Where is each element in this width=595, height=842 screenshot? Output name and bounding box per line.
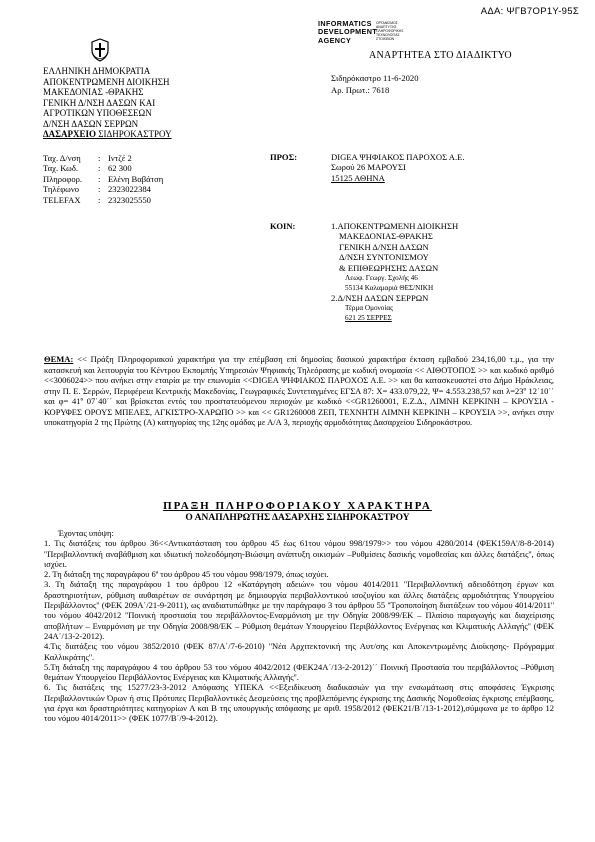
contact-row (43, 184, 163, 194)
recipient-line: Σωρού 26 ΜΑΡΟΥΣΙ (331, 162, 406, 173)
colon: : (98, 163, 101, 174)
sender-line: ΕΛΛΗΝΙΚΗ ΔΗΜΟΚΡΑΤΙΑ (43, 66, 151, 76)
cc-line: Τέρμα Ομονοίας (345, 304, 393, 313)
date-block (331, 73, 419, 96)
cc-lines (331, 221, 458, 323)
recipient-label: ΠΡΟΣ: (270, 152, 298, 162)
considerations-block (44, 528, 554, 724)
contact-value: Ελένη Βαβάτση (108, 173, 164, 184)
consideration-item: 3. Τη διάταξη της παραγράφου 1 του άρθρου 12 «Κατάργηση αδειών» του νόμου 4014/2011 ''Περιβαλλοντική αδειοδότηση έργων και δραστηριοτήτων, ρύθμιση αυθαιρέτων σε συνάρτηση με δημιουργία περιβαλλοντικού ισοζυγίου και άλλες διατάξεις αρμοδιότητας Υπουργείου Περιβάλλοντος'' (ΦΕΚ 209Α΄/21-9-2011), ως αναδιατυπώθηκε με την παράγραφο 3 του άρθρου 55 ''Τροποποίηση διατάξεων του νόμου 4014/2011'' του νόμου 4042/2012 ''Ποινική προστασία του περιβάλλοντος-Εναρμόνιση με την Οδηγία 2008/99/ΕΚ – Πλαίσιο παραγωγής και διαχείρισης αποβλήτων – Εναρμόνιση με την Οδηγία 2008/98/ΕΚ – Ρύθμιση θεμάτων Υπουργείου Περιβάλλοντος Ενέργειας και Κλιματικής Αλλαγής'' (ΦΕΚ 24Α΄/13-2-2012). (44, 579, 554, 641)
logo-small-line: ΟΡΓΑΝΙΣΜΟΣ (376, 21, 398, 25)
posting-notice: ΑΝΑΡΤΗΤΕΑ ΣΤΟ ΔΙΑΔΙΚΤΥΟ (369, 50, 512, 61)
logo-line: AGENCY (318, 35, 352, 45)
contact-value: Ιντζέ 2 (108, 153, 132, 163)
logo-small-text (376, 21, 403, 41)
logo-small-line: ΠΛΗΡΟΦΟΡΙΚΗΣ (376, 29, 404, 34)
cc-line: 55134 Καλαμαριά ΘΕΣ/ΝΙΚΗ (345, 284, 434, 293)
contact-row (43, 174, 163, 184)
office-name-bold: ΔΑΣΑΡΧΕΙΟ (43, 129, 97, 139)
contact-value: 62 300 (108, 163, 132, 174)
cc-line: Δ/ΝΣΗ ΣΥΝΤΟΝΙΣΜΟΥ (339, 252, 429, 263)
colon: : (98, 153, 101, 163)
logo-line: DEVELOPMENT (318, 27, 378, 37)
recipient-lines (331, 152, 465, 183)
consideration-item: 1. Τις διατάξεις του άρθρου 36<<Αντικατάσταση του άρθρου 45 έως 61του νόμου 998/1979>> του νόμου 4280/2014 (ΦΕΚ159Α'/8-8-2014) ''Περιβαλλοντική αναβάθμιση και ιδιωτική πολεοδόμηση-Βιώσιμη ανάπτυξη οικισμών –Ρυθμίσεις δασικής νομοθεσίας και άλλες διατάξεις'', όπως ισχύει. (44, 538, 554, 569)
cc-line: 1.ΑΠΟΚΕΝΤΡΩΜΕΝΗ ΔΙΟΙΚΗΣΗ (331, 221, 459, 231)
logo-small-line: ΣΤΟΙΧΕΙΩΝ (376, 37, 395, 42)
contact-key: Ταχ. Κωδ. (43, 163, 79, 174)
cc-line: ΓΕΝΙΚΗ Δ/ΝΣΗ ΔΑΣΩΝ (339, 241, 429, 252)
place-date: Σιδηρόκαστρο 11-6-2020 (331, 73, 419, 83)
consideration-item: 4.Τις διατάξεις του νόμου 3852/2010 (ΦΕΚ 87/Α΄/7-6-2010) ''Νέα Αρχιτεκτονική της Αυτ/σης και Αποκεντρωμένης Διοίκησης- Πρόγραμμα Καλλικράτης''. (44, 641, 554, 662)
consideration-item: 5.Τη διάταξη της παραγράφου 4 του άρθρου 53 του νόμου 4042/2012 (ΦΕΚ24Α΄/13-2-2012)΄΄ Ποινική Προστασία του περιβάλλοντος –Ρύθμιση θεμάτων Υπουργείου Περιβάλλοντος Ενέργειας και Κλιματικής Αλλαγής''. (44, 661, 554, 683)
cc-line: 2.Δ/ΝΣΗ ΔΑΣΩΝ ΣΕΡΡΩΝ (331, 293, 429, 304)
contact-key: Τηλέφωνο (43, 184, 79, 195)
cc-line: & ΕΠΙΘΕΩΡΗΣΗΣ ΔΑΣΩΝ (339, 262, 439, 273)
contact-value: 2323022384 (108, 184, 151, 195)
sender-line: ΜΑΚΕΔΟΝΙΑΣ -ΘΡΑΚΗΣ (43, 87, 144, 97)
sender-line: Δ/ΝΣΗ ΔΑΣΩΝ ΣΕΡΡΩΝ (43, 118, 139, 129)
logo-small-line: ΤΕΧΝΟΛΟΓΙΑΣ (376, 33, 400, 38)
contact-key: Πληροφορ. (43, 173, 83, 184)
subject-block (44, 354, 554, 428)
protocol-number: Αρ. Πρωτ.: 7618 (331, 85, 390, 96)
office-name (43, 129, 172, 140)
sender-line: ΑΠΟΚΕΝΤΡΩΜΕΝΗ ΔΙΟΙΚΗΣΗ (43, 76, 170, 87)
contact-row (43, 195, 163, 205)
ada-code: ΑΔΑ: ΨΓΒ7ΟΡ1Υ-95Σ (480, 6, 579, 17)
act-title: ΠΡΑΞΗ ΠΛΗΡΟΦΟΡΙΑΚΟΥ ΧΑΡΑΚΤΗΡΑ (163, 500, 432, 512)
sender-line: ΓΕΝΙΚΗ Δ/ΝΣΗ ΔΑΣΩΝ ΚΑΙ (43, 97, 156, 108)
subject-text: << Πράξη Πληροφοριακού χαρακτήρα για την επέμβαση επί δημοσίας δασικού χαρακτήρα έκταση εμβαδού 234,16,00 τ.μ., για την κατασκευή και λειτουργία του Κέντρου Εκπομπής Υπηρεσιών Ψηφιακής Τηλεόρασης με κωδική ονομασία << ΑΙΘΟΤΟΠΟΣ >> και κωδικό αριθμό <<3006024>> που ανήκει στην εταιρία με την επωνυμία <<DIGEA ΨΗΦΙΑΚΟΣ ΠΑΡΟΧΟΣ Α.Ε. >> και θα κατασκευαστεί στο Δήμο Ηράκλειας, στην Π. Ε. Σερρών, Περιφέρεια Κεντρικής Μακεδονίας, Γεωγραφικές Συντεταγμένες ΕΓΣΑ 87: Χ= 433.079,22, Ψ= 4.553.238,57 και λ=23º 12΄10΄΄ και φ= 41º 07΄40΄΄ και βρίσκεται εντός του προστατευόμενου περιοχών με κωδικό <<GR1260001, Ε.Ζ.Δ., ΛΙΜΝΗ ΚΕΡΚΙΝΗ – ΚΡΟΥΣΙΑ - ΚΟΡΥΦΕΣ ΟΡΟΥΣ ΜΠΕΛΕΣ, ΑΓΚΙΣΤΡΟ-ΧΑΡΩΠΟ >> και << GR1260008 ΖΕΠ, ΤΕΧΝΗΤΗ ΛΙΜΝΗ ΚΕΡΚΙΝΗ – ΚΡΟΥΣΙΑ >>, ανήκει στην υποκατηγορία 2 της Πρώτης (Α) κατηγορίας της 12ης ομάδας με Α/Α 3, περιοχής αρμοδιότητας Δασαρχείου Σιδηροκάστρου. (44, 354, 554, 427)
contact-row (43, 163, 163, 173)
cc-line: ΜΑΚΕΔΟΝΙΑΣ-ΘΡΑΚΗΣ (339, 231, 433, 242)
sender-block (43, 66, 172, 140)
contact-value: 2323025550 (108, 194, 151, 205)
cc-line: 621 25 ΣΕΡΡΕΣ (345, 314, 392, 323)
recipient-line: DIGEA ΨΗΦΙΑΚΟΣ ΠΑΡΟΧΟΣ Α.Ε. (331, 152, 465, 162)
subject-paragraph (44, 354, 554, 428)
colon: : (98, 194, 101, 205)
contact-block (43, 153, 163, 205)
cc-label: ΚΟΙΝ: (270, 221, 296, 231)
informatics-agency-logo (318, 20, 438, 54)
considerations-intro: Έχοντας υπόψη: (58, 528, 114, 538)
office-name-rest: ΣΙΔΗΡΟΚΑΣΤΡΟΥ (96, 129, 172, 139)
logo-small-line: ΑΝΑΠΤΥΞΗΣ (376, 25, 397, 30)
contact-key: TELEFAX (43, 194, 81, 205)
consideration-item: 2. Τη διάταξη της παραγράφου 6ª του άρθρου 45 του νόμου 998/1979, όπως ισχύει. (44, 569, 329, 580)
act-subtitle: Ο ΑΝΑΠΛΗΡΩΤΗΣ ΔΑΣΑΡΧΗΣ ΣΙΔΗΡΟΚΑΣΤΡΟΥ (185, 513, 410, 523)
contact-key: Ταχ. Δ/νση (43, 153, 81, 163)
colon: : (98, 173, 101, 184)
cc-line: Λεωφ. Γεωργ. Σχολής 46 (345, 274, 418, 283)
logo-line: INFORMATICS (318, 19, 372, 28)
sender-line: ΑΓΡΟΤΙΚΩΝ ΥΠΟΘΕΣΕΩΝ (43, 108, 152, 118)
subject-label: ΘΕΜΑ: (44, 354, 74, 364)
contact-row (43, 153, 163, 163)
consideration-item: 6. Τις διατάξεις της 15277/23-3-2012 Απόφασης ΥΠΕΚΑ <<Εξειδίκευση διαδικασιών για την ενσωμάτωση στις αποφάσεις Έγκρισης Περιβαλλοντικών Όρων ή στις Πρότυπες Περιβαλλοντικές Δεσμεύσεις της προβλεπόμενης έγκρισης της Δασικής Νομοθεσίας έγκρισης επέμβασης, για έργα και δραστηριότητες κατηγορίων Α και Β της υπουργικής απόφασης με αριθ. 1958/2012 (ΦΕΚ21/Β΄/13-1-2012),σύμφωνα με το άρθρο 12 του νόμου 4014/2011>> (ΦΕΚ 1077/Β΄/9-4-2012). (44, 682, 554, 724)
colon: : (98, 184, 101, 195)
greek-emblem-icon (90, 38, 110, 62)
recipient-line: 15125 ΑΘΗΝΑ (331, 172, 385, 183)
